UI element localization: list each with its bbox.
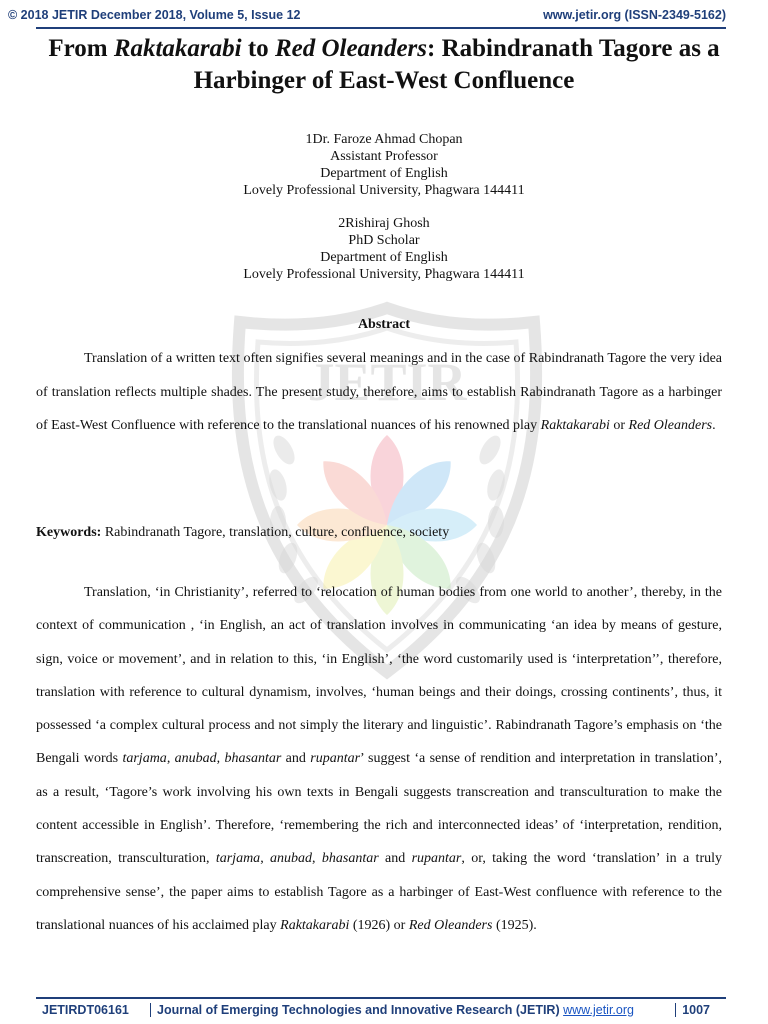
journal-name: Journal of Emerging Technologies and Innovative Research (JETIR) www.jetir.org — [150, 1003, 634, 1017]
abstract-heading: Abstract — [357, 317, 411, 332]
body-paragraph: Translation, ‘in Christianity’, referred to ‘relocation of human bodies from one world to another’, thereby, in the context of communication , ‘in English, an act of translation involves in communicating ‘an idea by means of gesture, sign, voice or movement’, and in relation to this, ‘in English’, ‘the word customarily used is ‘interpretation’’, therefore, translation with reference to cultural dynamism, involves, ‘human beings and their doings, crossing continents’, thus, it possessed ‘a complex cultural process and not simply the literary and linguistic’. Rabindranath Tagore’s emphasis on ‘the Bengali words tarjama, anubad, bhasantar and rupantar’ suggest ‘a sense of rendition and interpretation in translation’, as a result, ‘Tagore’s work involving his own texts in Bengali suggests transcreation and transculturation to make the content accessible in English’. Therefore, ‘remembering the rich and interconnected ideas’ of ‘interpretation, rendition, transcreation, transculturation, tarjama, anubad, bhasantar and rupantar, or, taking the word ‘translation’ in a truly comprehensive sense’, the paper aims to establish Tagore as a harbinger of East-West confluence with reference to the translational nuances of his acclaimed play Raktakarabi (1926) or Red Oleanders (1925). — [36, 585, 723, 933]
abstract-paragraph: Translation of a written text often signifies several meanings and in the case of Rabindranath Tagore the very idea of translation reflects multiple shades. The present study, therefore, aims to establish Rabindranath Tagore as a harbinger of East-West Confluence with reference to the translational nuances of his renowned play Raktakarabi or Red Oleanders. — [36, 351, 722, 433]
author-block-2 — [0, 215, 768, 283]
page-header — [0, 0, 768, 26]
keywords-line — [36, 516, 722, 550]
journal-issue-info: © 2018 JETIR December 2018, Volume 5, Issue 12 — [8, 8, 301, 22]
author-department: Department of English — [320, 250, 448, 265]
author-block-1 — [0, 131, 768, 199]
author-name: 1Dr. Faroze Ahmad Chopan — [305, 132, 463, 147]
author-affiliation: Lovely Professional University, Phagwara 144411 — [243, 183, 525, 198]
watermark-text: JETIR — [307, 352, 467, 412]
page-number: 1007 — [675, 1003, 710, 1017]
article-id: JETIRDT06161 — [42, 1003, 129, 1017]
author-affiliation: Lovely Professional University, Phagwara 144411 — [243, 267, 525, 282]
page-footer — [36, 999, 726, 1019]
paper-title: From Raktakarabi to Red Oleanders: Rabindranath Tagore as a Harbinger of East-West Confluence — [48, 35, 720, 94]
header-divider — [36, 27, 726, 29]
journal-website-issn: www.jetir.org (ISSN-2349-5162) — [543, 8, 726, 22]
author-department: Department of English — [320, 166, 448, 181]
keywords-list: Rabindranath Tagore, translation, culture, confluence, society — [101, 525, 450, 540]
keywords-label: Keywords: — [36, 525, 102, 540]
journal-website-link[interactable]: www.jetir.org — [563, 1003, 634, 1017]
author-role: Assistant Professor — [330, 149, 438, 164]
author-role: PhD Scholar — [348, 233, 420, 248]
author-name: 2Rishiraj Ghosh — [338, 216, 430, 231]
